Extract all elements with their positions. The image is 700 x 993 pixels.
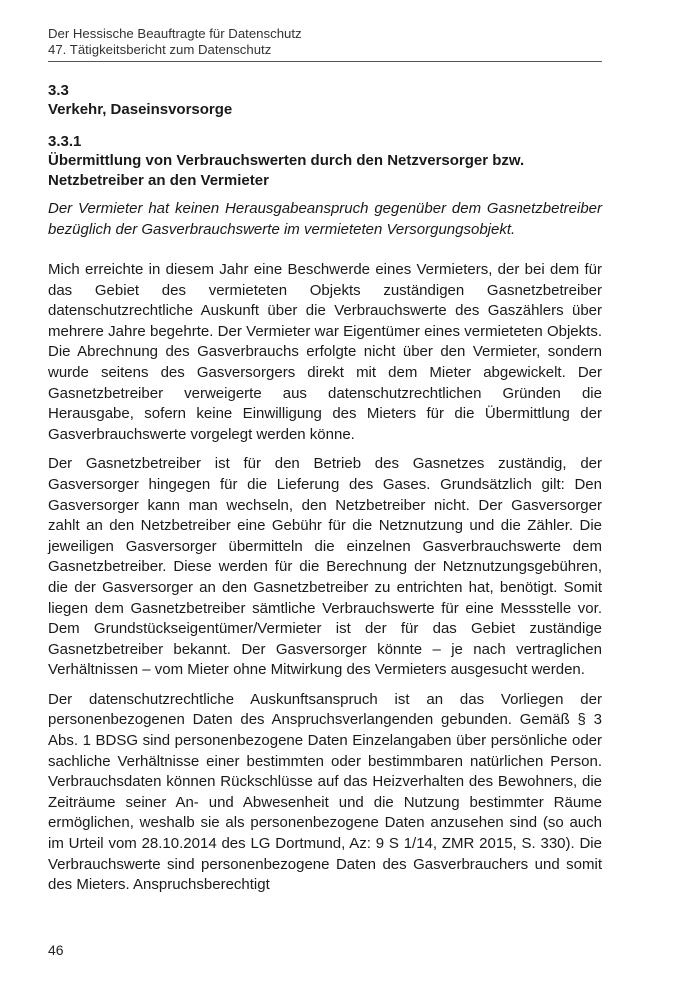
header-divider <box>48 61 602 62</box>
page-content <box>48 26 602 896</box>
body-paragraph: Der datenschutzrechtliche Auskunftsanspruch ist an das Vorliegen der personenbezogenen Daten des Anspruchsverlangenden gebunden. Gemäß § 3 Abs. 1 BDSG sind personenbezogene Daten Einzelangaben über persönliche oder sachliche Verhältnisse einer bestimmten oder bestimmbaren natürlichen Person. Verbrauchsdaten können Rückschlüsse auf das Heizverhalten des Bewohners, die Zeiträume seiner An- und Abwesenheit und die Nutzung bestimmter Räume ermöglichen, weshalb sie als personenbezogene Daten anzusehen sind (so auch im Urteil vom 28.10.2014 des LG Dortmund, Az: 9 S 1/14, ZMR 2015, S. 330). Die Verbrauchswerte sind personenbezogene Daten des Gasverbrauchers und somit des Mieters. Anspruchsberechtigt <box>48 690 602 894</box>
running-header <box>48 26 602 58</box>
summary-statement: Der Vermieter hat keinen Herausgabeanspruch gegenüber dem Gasnetzbetreiber bezüglich der Gasverbrauchswerte im vermieteten Versorgungsobjekt. <box>48 200 602 238</box>
subsection-number: 3.3.1 <box>48 133 82 150</box>
section-number: 3.3 <box>48 82 69 99</box>
section-title: Verkehr, Daseinsvorsorge <box>48 101 233 118</box>
page-number: 46 <box>48 942 64 958</box>
header-line-report: 47. Tätigkeitsbericht zum Datenschutz <box>48 42 272 57</box>
body-paragraph: Der Gasnetzbetreiber ist für den Betrieb des Gasnetzes zuständig, der Gasversorger hingegen für die Lieferung des Gases. Grundsätzlich gilt: Den Gasversorger kann man wechseln, den Netzbetreiber nicht. Der Gasversorger zahlt an den Netzbetreiber eine Gebühr für die Netznutzung und die Zähler. Die jeweiligen Gasversorger übermitteln die einzelnen Gasverbrauchswerte dem Gasnetzbetreiber. Diese werden für die Berechnung der Netznutzungsgebühren, die der Gasversorger an den Gasnetzbetreiber zu entrichten hat, benötigt. Somit liegen dem Gasnetzbetreiber sämtliche Verbrauchswerte für eine Messstelle vor. Dem Grundstückseigentümer/Vermieter ist der für das Gebiet zuständige Gasnetzbetreiber bekannt. Der Gasversorger könnte – je nach vertraglichen Verhältnissen – vom Mieter ohne Mitwirkung des Vermieters ausgesucht werden. <box>48 455 602 679</box>
body-paragraph: Mich erreichte in diesem Jahr eine Beschwerde eines Vermieters, der bei dem für das Gebiet des vermieteten Objekts zuständigen Gasnetzbetreiber datenschutzrechtliche Auskunft über die Verbrauchswerte des Gaszählers über mehrere Jahre begehrte. Der Vermieter war Eigentümer eines vermieteten Objekts. Die Abrechnung des Gasverbrauchs erfolgte nicht über den Vermieter, sondern wurde seitens des Gasversorgers direkt mit dem Mieter abgewickelt. Der Gasnetzbetreiber verweigerte aus datenschutzrechtlichen Gründen die Herausgabe, sofern keine Einwilligung des Mieters für die Übermittlung der Gasverbrauchswerte vorgelegt werden könne. <box>48 261 602 443</box>
header-line-authority: Der Hessische Beauftragte für Datenschutz <box>48 26 302 41</box>
subsection-title: Übermittlung von Verbrauchswerten durch den Netzversorger bzw. Netzbetreiber an den Vermieter <box>48 152 525 189</box>
